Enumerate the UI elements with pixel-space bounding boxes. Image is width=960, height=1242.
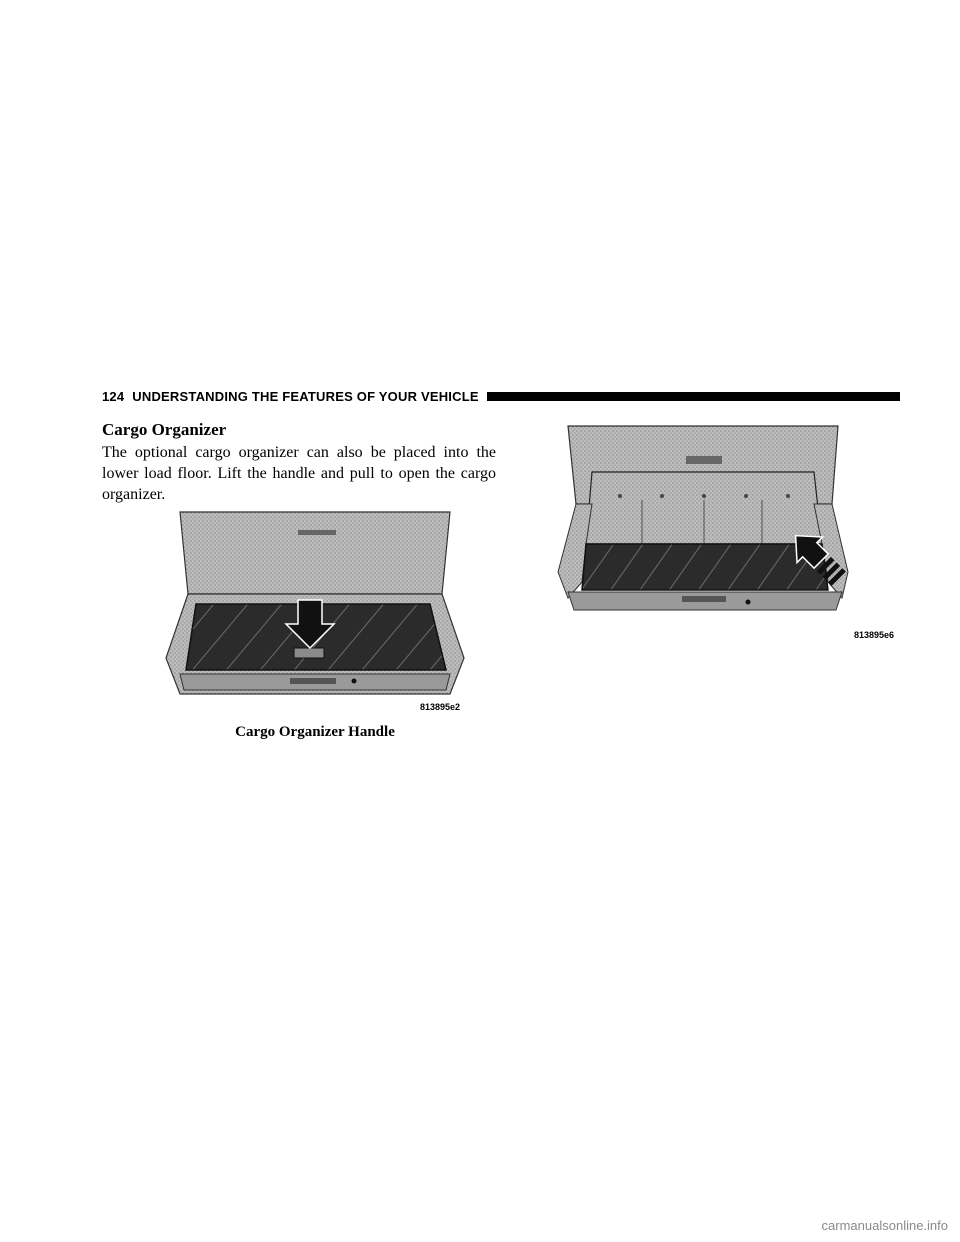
page-header bbox=[102, 388, 900, 404]
figure-cargo-organizer-open bbox=[552, 422, 895, 640]
cargo-organizer-open-illustration bbox=[552, 422, 862, 622]
figure-code: 813895e6 bbox=[854, 630, 895, 640]
figure-caption: Cargo Organizer Handle bbox=[235, 724, 395, 740]
section-title: Cargo Organizer bbox=[102, 420, 227, 439]
cargo-organizer-illustration bbox=[158, 508, 473, 708]
footer-watermark[interactable]: carmanualsonline.info bbox=[821, 1218, 948, 1233]
body-paragraph: The optional cargo organizer can also be placed into the lower load floor. Lift the handle and pull to open the cargo organizer. bbox=[102, 444, 496, 503]
page-number: 124 bbox=[102, 388, 125, 404]
header-rule bbox=[487, 392, 900, 401]
header-title: UNDERSTANDING THE FEATURES OF YOUR VEHICLE bbox=[132, 388, 479, 404]
figure-cargo-organizer-handle bbox=[158, 508, 473, 712]
figure-code: 813895e2 bbox=[420, 702, 461, 712]
